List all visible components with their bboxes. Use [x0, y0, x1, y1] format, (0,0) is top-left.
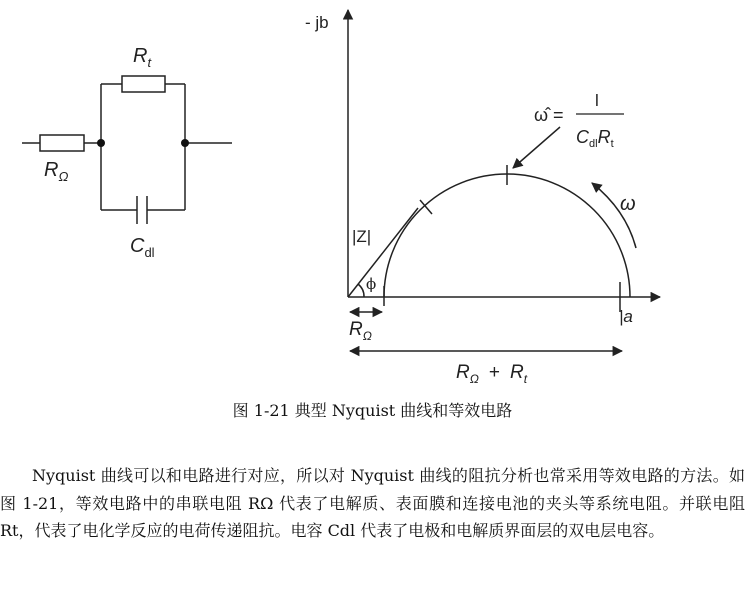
circuit-node [97, 139, 105, 147]
omega-hat-numerator: l [595, 91, 599, 110]
a-label: |a [619, 307, 633, 326]
phi-label: ϕ [366, 275, 377, 293]
paragraph: Nyquist 曲线可以和电路进行对应，所以对 Nyquist 曲线的阻抗分析也常采用等效电路的方法。如图 1-21，等效电路中的串联电阻 RΩ 代表了电解质、表面膜和连接电池的夹头等系统电阻。并联电阻 Rt，代表了电化学反应的电荷传递阻抗。电容 Cdl 代表了电极和电解质界面层的双电层电容。 [0, 466, 745, 540]
circuit-node [181, 139, 189, 147]
tick-mark-mid [420, 200, 432, 214]
body-text [0, 462, 745, 545]
resistor-r-omega [40, 135, 84, 151]
semicircle-curve [384, 174, 630, 297]
omega-hat-formula [534, 91, 624, 150]
figure-caption: 图 1-21 典型 Nyquist 曲线和等效电路 [232, 401, 513, 420]
omega-hat-denominator: $C_{dl}R_t$ [576, 127, 614, 150]
r-omega-axis-label: $R_\Omega$ [349, 319, 372, 343]
label-r-omega: $R_\Omega$ [44, 159, 69, 184]
label-r-t: $R_t$ [133, 45, 152, 70]
r-sum-label: $R_\Omega + R_t$ [456, 362, 528, 386]
phase-angle-arc [358, 284, 364, 297]
nyquist-plot [348, 10, 660, 351]
resistor-r-t [122, 76, 165, 92]
z-magnitude-label: |Z| [352, 227, 372, 246]
omega-label: ω [620, 193, 636, 215]
y-axis-label: - jb [305, 13, 329, 32]
label-c-dl: $C_{dl}$ [130, 235, 155, 260]
equivalent-circuit [22, 76, 232, 224]
omega-hat-lhs: ω̂ = [534, 105, 564, 125]
peak-pointer-arrow [513, 127, 560, 168]
